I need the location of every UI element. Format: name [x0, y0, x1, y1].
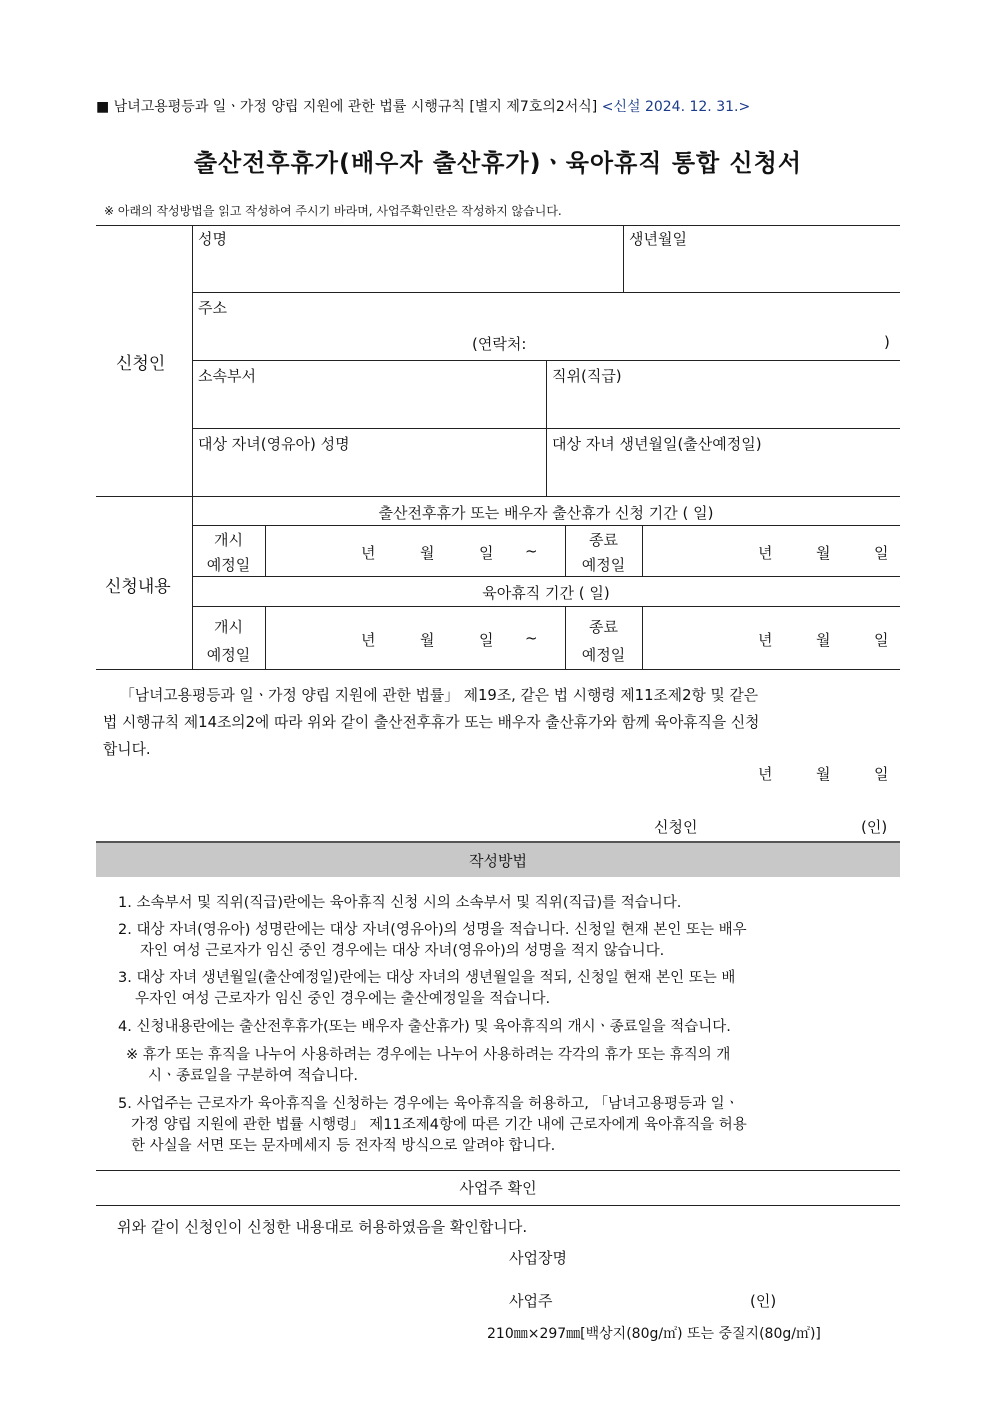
method-title: 작성방법: [469, 852, 527, 870]
method-item-2: [118, 920, 747, 962]
method-item-5: [118, 1094, 747, 1157]
row-divider: [192, 576, 900, 577]
range-tilde: ~: [525, 629, 538, 647]
method-line: 가정 양립 지원에 관한 법률 시행령」 제11조제4항에 따른 기간 내에 근로자에게 육아휴직을 허용: [131, 1117, 747, 1133]
child-name-label: 대상 자녀(영유아) 성명: [198, 435, 350, 453]
start-label: 예정일: [206, 556, 251, 574]
day-unit: 일: [874, 631, 889, 649]
address-label: 주소: [198, 299, 227, 317]
method-line: 시ㆍ종료일을 구분하여 적습니다.: [148, 1068, 358, 1084]
method-item-3: [118, 968, 735, 1010]
method-line: ※ 휴가 또는 휴직을 나누어 사용하려는 경우에는 나누어 사용하려는 각각의 휴가 또는 휴직의 개: [126, 1047, 731, 1063]
employer-signature-field[interactable]: [565, 1286, 745, 1310]
year-unit: 년: [758, 765, 773, 783]
year-unit: 년: [758, 544, 773, 562]
day-unit: 일: [874, 544, 889, 562]
request-section-label: 신청내용: [105, 577, 171, 597]
day-unit: 일: [479, 544, 494, 562]
table-bottom-border: [96, 669, 900, 670]
section-border: [96, 496, 900, 497]
form-reference-text: ■ 남녀고용평등과 일ㆍ가정 양립 지원에 관한 법률 시행규칙 [별지 제7호의2서식]: [96, 99, 598, 115]
name-field[interactable]: [193, 293, 623, 359]
method-line: 1. 소속부서 및 직위(직급)란에는 육아휴직 신청 시의 소속부서 및 직위(직급)를 적습니다.: [118, 895, 682, 911]
method-item-note: [126, 1045, 730, 1087]
applicant-signature-label: 신청인: [654, 818, 698, 836]
end-label: 종료: [589, 618, 618, 636]
page-title: 출산전후휴가(배우자 출산휴가)ㆍ육아휴직 통합 신청서: [193, 149, 803, 177]
maternity-period-label: 출산전후휴가 또는 배우자 출산휴가 신청 기간 ( 일): [378, 504, 714, 522]
maternity-start-date-field[interactable]: [266, 526, 565, 576]
seal-mark: (인): [861, 818, 888, 836]
birth-date-label: 생년월일: [629, 230, 687, 248]
year-unit: 년: [361, 544, 376, 562]
year-unit: 년: [361, 631, 376, 649]
seal-mark: (인): [750, 1292, 777, 1310]
method-item-4: [118, 1017, 731, 1038]
workplace-label: 사업장명: [509, 1249, 567, 1267]
row-divider: [192, 428, 900, 429]
employer-statement: 위와 같이 신청인이 신청한 내용대로 허용하였음을 확인합니다.: [117, 1218, 528, 1236]
employer-title-border: [96, 1205, 900, 1206]
day-unit: 일: [874, 765, 889, 783]
month-unit: 월: [816, 631, 831, 649]
method-line: 4. 신청내용란에는 출산전후휴가(또는 배우자 출산휴가) 및 육아휴직의 개시ㆍ종료일을 적습니다.: [118, 1019, 731, 1035]
method-line: 한 사실을 서면 또는 문자메세지 등 전자적 방식으로 알려야 합니다.: [131, 1138, 556, 1154]
form-reference: [96, 96, 750, 116]
month-unit: 월: [816, 544, 831, 562]
start-label: 개시: [214, 531, 243, 549]
contact-label: (연락처:: [472, 335, 527, 353]
childcare-period-label: 육아휴직 기간 ( 일): [482, 584, 610, 602]
applicant-signature-field[interactable]: [710, 812, 858, 836]
method-line: 자인 여성 근로자가 임신 중인 경우에는 대상 자녀(영유아)의 성명을 적지 않습니다.: [140, 943, 665, 959]
amendment-note: <신설 2024. 12. 31.>: [601, 99, 751, 115]
employer-label: 사업주: [509, 1292, 553, 1310]
department-label: 소속부서: [198, 367, 256, 385]
end-label: 종료: [589, 531, 618, 549]
applicant-section-label: 신청인: [116, 354, 166, 374]
childcare-start-date-field[interactable]: [266, 607, 565, 669]
year-unit: 년: [758, 631, 773, 649]
declaration-line: 「남녀고용평등과 일ㆍ가정 양립 지원에 관한 법률」 제19조, 같은 법 시행령 제11조제2항 및 같은: [120, 687, 759, 704]
end-label: 예정일: [581, 556, 626, 574]
method-line: 2. 대상 자녀(영유아) 성명란에는 대상 자녀(영유아)의 성명을 적습니다. 신청일 현재 본인 또는 배우: [118, 922, 747, 938]
method-line: 5. 사업주는 근로자가 육아휴직을 신청하는 경우에는 육아휴직을 허용하고, 「남녀고용평등과 일ㆍ: [118, 1096, 739, 1112]
end-label: 예정일: [581, 646, 626, 664]
day-unit: 일: [479, 631, 494, 649]
month-unit: 월: [420, 631, 435, 649]
name-label: 성명: [198, 230, 227, 248]
month-unit: 월: [816, 765, 831, 783]
method-line: 3. 대상 자녀 생년월일(출산예정일)란에는 대상 자녀의 생년월일을 적되, 신청일 현재 본인 또는 배: [118, 970, 736, 986]
declaration-line: 법 시행규칙 제14조의2에 따라 위와 같이 출산전후휴가 또는 배우자 출산휴가와 함께 육아휴직을 신청: [103, 714, 760, 731]
instruction-note: ※ 아래의 작성방법을 읽고 작성하여 주시기 바라며, 사업주확인란은 작성하지 않습니다.: [104, 204, 562, 218]
employer-top-border: [96, 1170, 900, 1171]
child-birth-label: 대상 자녀 생년월일(출산예정일): [552, 435, 762, 453]
range-tilde: ~: [525, 542, 538, 560]
birth-date-field[interactable]: [624, 226, 900, 292]
contact-close: ): [884, 333, 890, 351]
declaration-line: 합니다.: [103, 741, 151, 758]
start-label: 예정일: [206, 646, 251, 664]
method-line: 우자인 여성 근로자가 임신 중인 경우에는 출산예정일을 적습니다.: [135, 991, 551, 1007]
workplace-field[interactable]: [580, 1243, 880, 1267]
month-unit: 월: [420, 544, 435, 562]
employer-section-title: 사업주 확인: [459, 1179, 537, 1197]
method-item-1: [118, 893, 681, 914]
start-label: 개시: [214, 618, 243, 636]
position-label: 직위(직급): [552, 367, 622, 385]
declaration-paragraph: [103, 682, 900, 763]
paper-spec: 210㎜×297㎜[백상지(80g/㎡) 또는 중질지(80g/㎡)]: [487, 1326, 821, 1342]
